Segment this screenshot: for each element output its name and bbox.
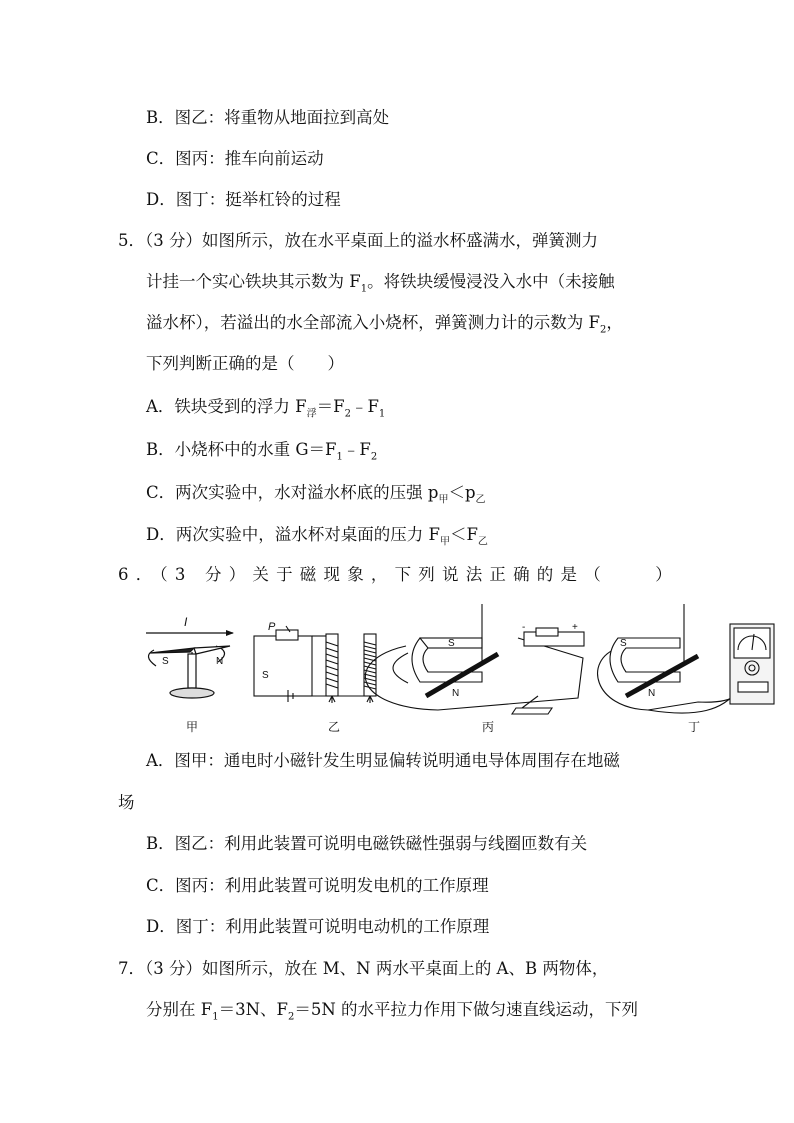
- compass-s-label: S: [162, 656, 169, 667]
- q5-option-d: D．两次实验中，溢水杯对桌面的压力 $F_甲<F_乙$: [146, 525, 488, 548]
- slider-label: P: [268, 621, 276, 633]
- q5-stem-line4: 下列判断正确的是（ ）: [146, 354, 344, 373]
- q6-option-d: D．图丁：利用此装置可说明电动机的工作原理: [146, 917, 490, 936]
- q7-stem-line2: 分别在 $F_1=3N$、$F_2=5N$ 的水平拉力作用下做匀速直线运动，下列: [146, 1000, 639, 1023]
- q4-option-b: B．图乙：将重物从地面拉到高处: [146, 108, 390, 127]
- magnet2-n-label: N: [648, 688, 656, 699]
- battery-minus-label: -: [522, 622, 526, 633]
- q6-option-a-line2: 场: [118, 793, 135, 812]
- caption-jia: 甲: [186, 720, 199, 734]
- battery-plus-label: +: [572, 622, 578, 633]
- q4-option-d: D．图丁：挺举杠铃的过程: [146, 190, 341, 209]
- q5-stem-line1: 5．（3 分）如图所示，放在水平桌面上的溢水杯盛满水，弹簧测力: [118, 231, 598, 250]
- magnet-n-label: N: [452, 688, 460, 699]
- caption-yi: 乙: [328, 720, 341, 734]
- magnet2-s-label: S: [620, 638, 627, 649]
- figure-bing-motor-setup: [365, 604, 584, 714]
- q5-option-b: B．小烧杯中的水重 $G=F_1﹣F_2$: [146, 440, 378, 463]
- q6-option-a-line1: A．图甲：通电时小磁针发生明显偏转说明通电导体周围存在地磁: [146, 751, 620, 770]
- q4-option-c: C．图丙：推车向前运动: [146, 149, 324, 168]
- q6-stem: 6．（3 分）关于磁现象，下列说法正确的是（ ）: [118, 565, 679, 584]
- figure-ding-generator-setup: [598, 604, 774, 713]
- current-label: I: [184, 615, 188, 629]
- caption-bing: 丙: [482, 720, 495, 734]
- q7-stem-line1: 7．（3 分）如图所示，放在 M、N 两水平桌面上的 A、B 两物体，: [118, 959, 609, 978]
- figure-yi-electromagnets: [254, 621, 376, 703]
- caption-ding: 丁: [688, 720, 701, 734]
- switch-label: S: [262, 670, 269, 681]
- q5-stem-line2: 计挂一个实心铁块其示数为 $F_1$。将铁块缓慢浸没入水中（未接触: [146, 272, 615, 295]
- q5-option-a: A．铁块受到的浮力 $F_浮=F_2﹣F_1$: [146, 397, 386, 420]
- q6-option-b: B．图乙：利用此装置可说明电磁铁磁性强弱与线圈匝数有关: [146, 834, 588, 853]
- q6-figure-group: [138, 598, 778, 738]
- figure-jia-compass: [146, 615, 234, 698]
- q6-option-c: C．图丙：利用此装置可说明发电机的工作原理: [146, 876, 489, 895]
- q5-option-c: C．两次实验中，水对溢水杯底的压强 $p_甲<p_乙$: [146, 483, 486, 506]
- magnet-s-label: S: [448, 638, 455, 649]
- compass-n-label: N: [216, 656, 224, 667]
- q5-stem-line3: 溢水杯），若溢出的水全部流入小烧杯，弹簧测力计的示数为 $F_2$，: [146, 313, 623, 336]
